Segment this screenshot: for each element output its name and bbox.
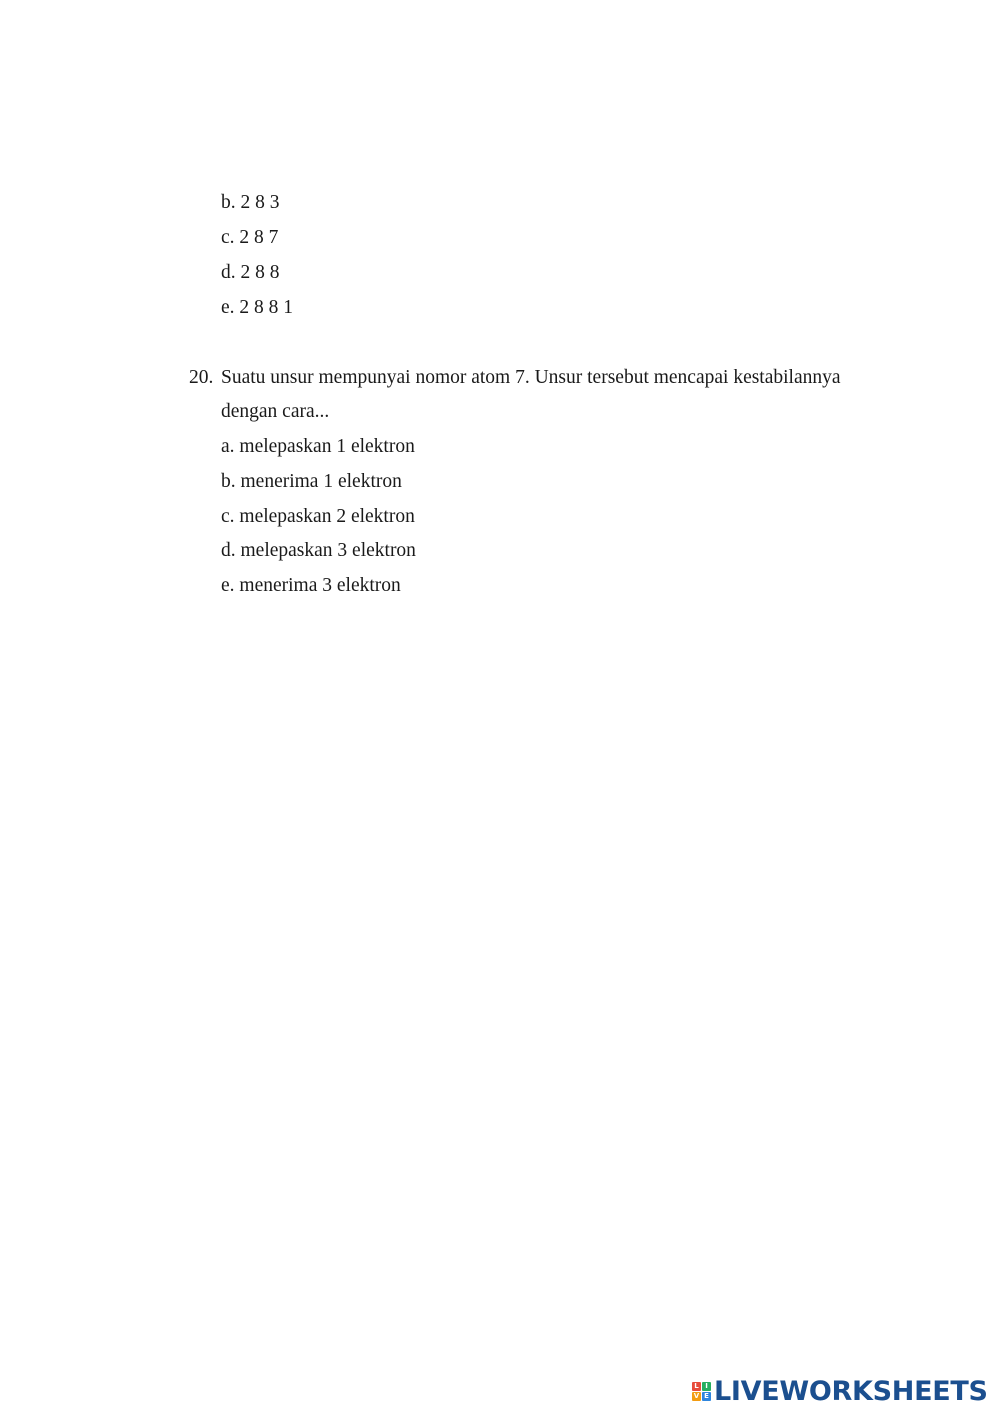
q20-option-e: e. menerima 3 elektron — [221, 575, 401, 596]
logo-letter-i: I — [702, 1382, 711, 1391]
q20-option-a: a. melepaskan 1 elektron — [221, 436, 415, 457]
q20-option-b: b. menerima 1 elektron — [221, 471, 402, 492]
q20-option-d: d. melepaskan 3 elektron — [221, 540, 416, 561]
q20-text-line2: dengan cara... — [221, 401, 330, 422]
q19-option-d: d. 2 8 8 — [221, 262, 280, 283]
q20-text-line1: Suatu unsur mempunyai nomor atom 7. Unsur tersebut mencapai kestabilannya — [221, 367, 841, 388]
logo-letter-e: E — [702, 1392, 711, 1401]
q19-option-b: b. 2 8 3 — [221, 192, 280, 213]
q20-number: 20. — [189, 367, 214, 388]
q20-option-c: c. melepaskan 2 elektron — [221, 506, 415, 527]
logo-text: LIVEWORKSHEETS — [714, 1375, 988, 1407]
q19-option-c: c. 2 8 7 — [221, 227, 279, 248]
logo-letter-v: V — [693, 1391, 700, 1400]
liveworksheets-logo-icon — [692, 1382, 711, 1401]
logo-letter-l: L — [692, 1382, 701, 1391]
liveworksheets-logo — [692, 1374, 988, 1408]
q19-option-e: e. 2 8 8 1 — [221, 297, 294, 318]
